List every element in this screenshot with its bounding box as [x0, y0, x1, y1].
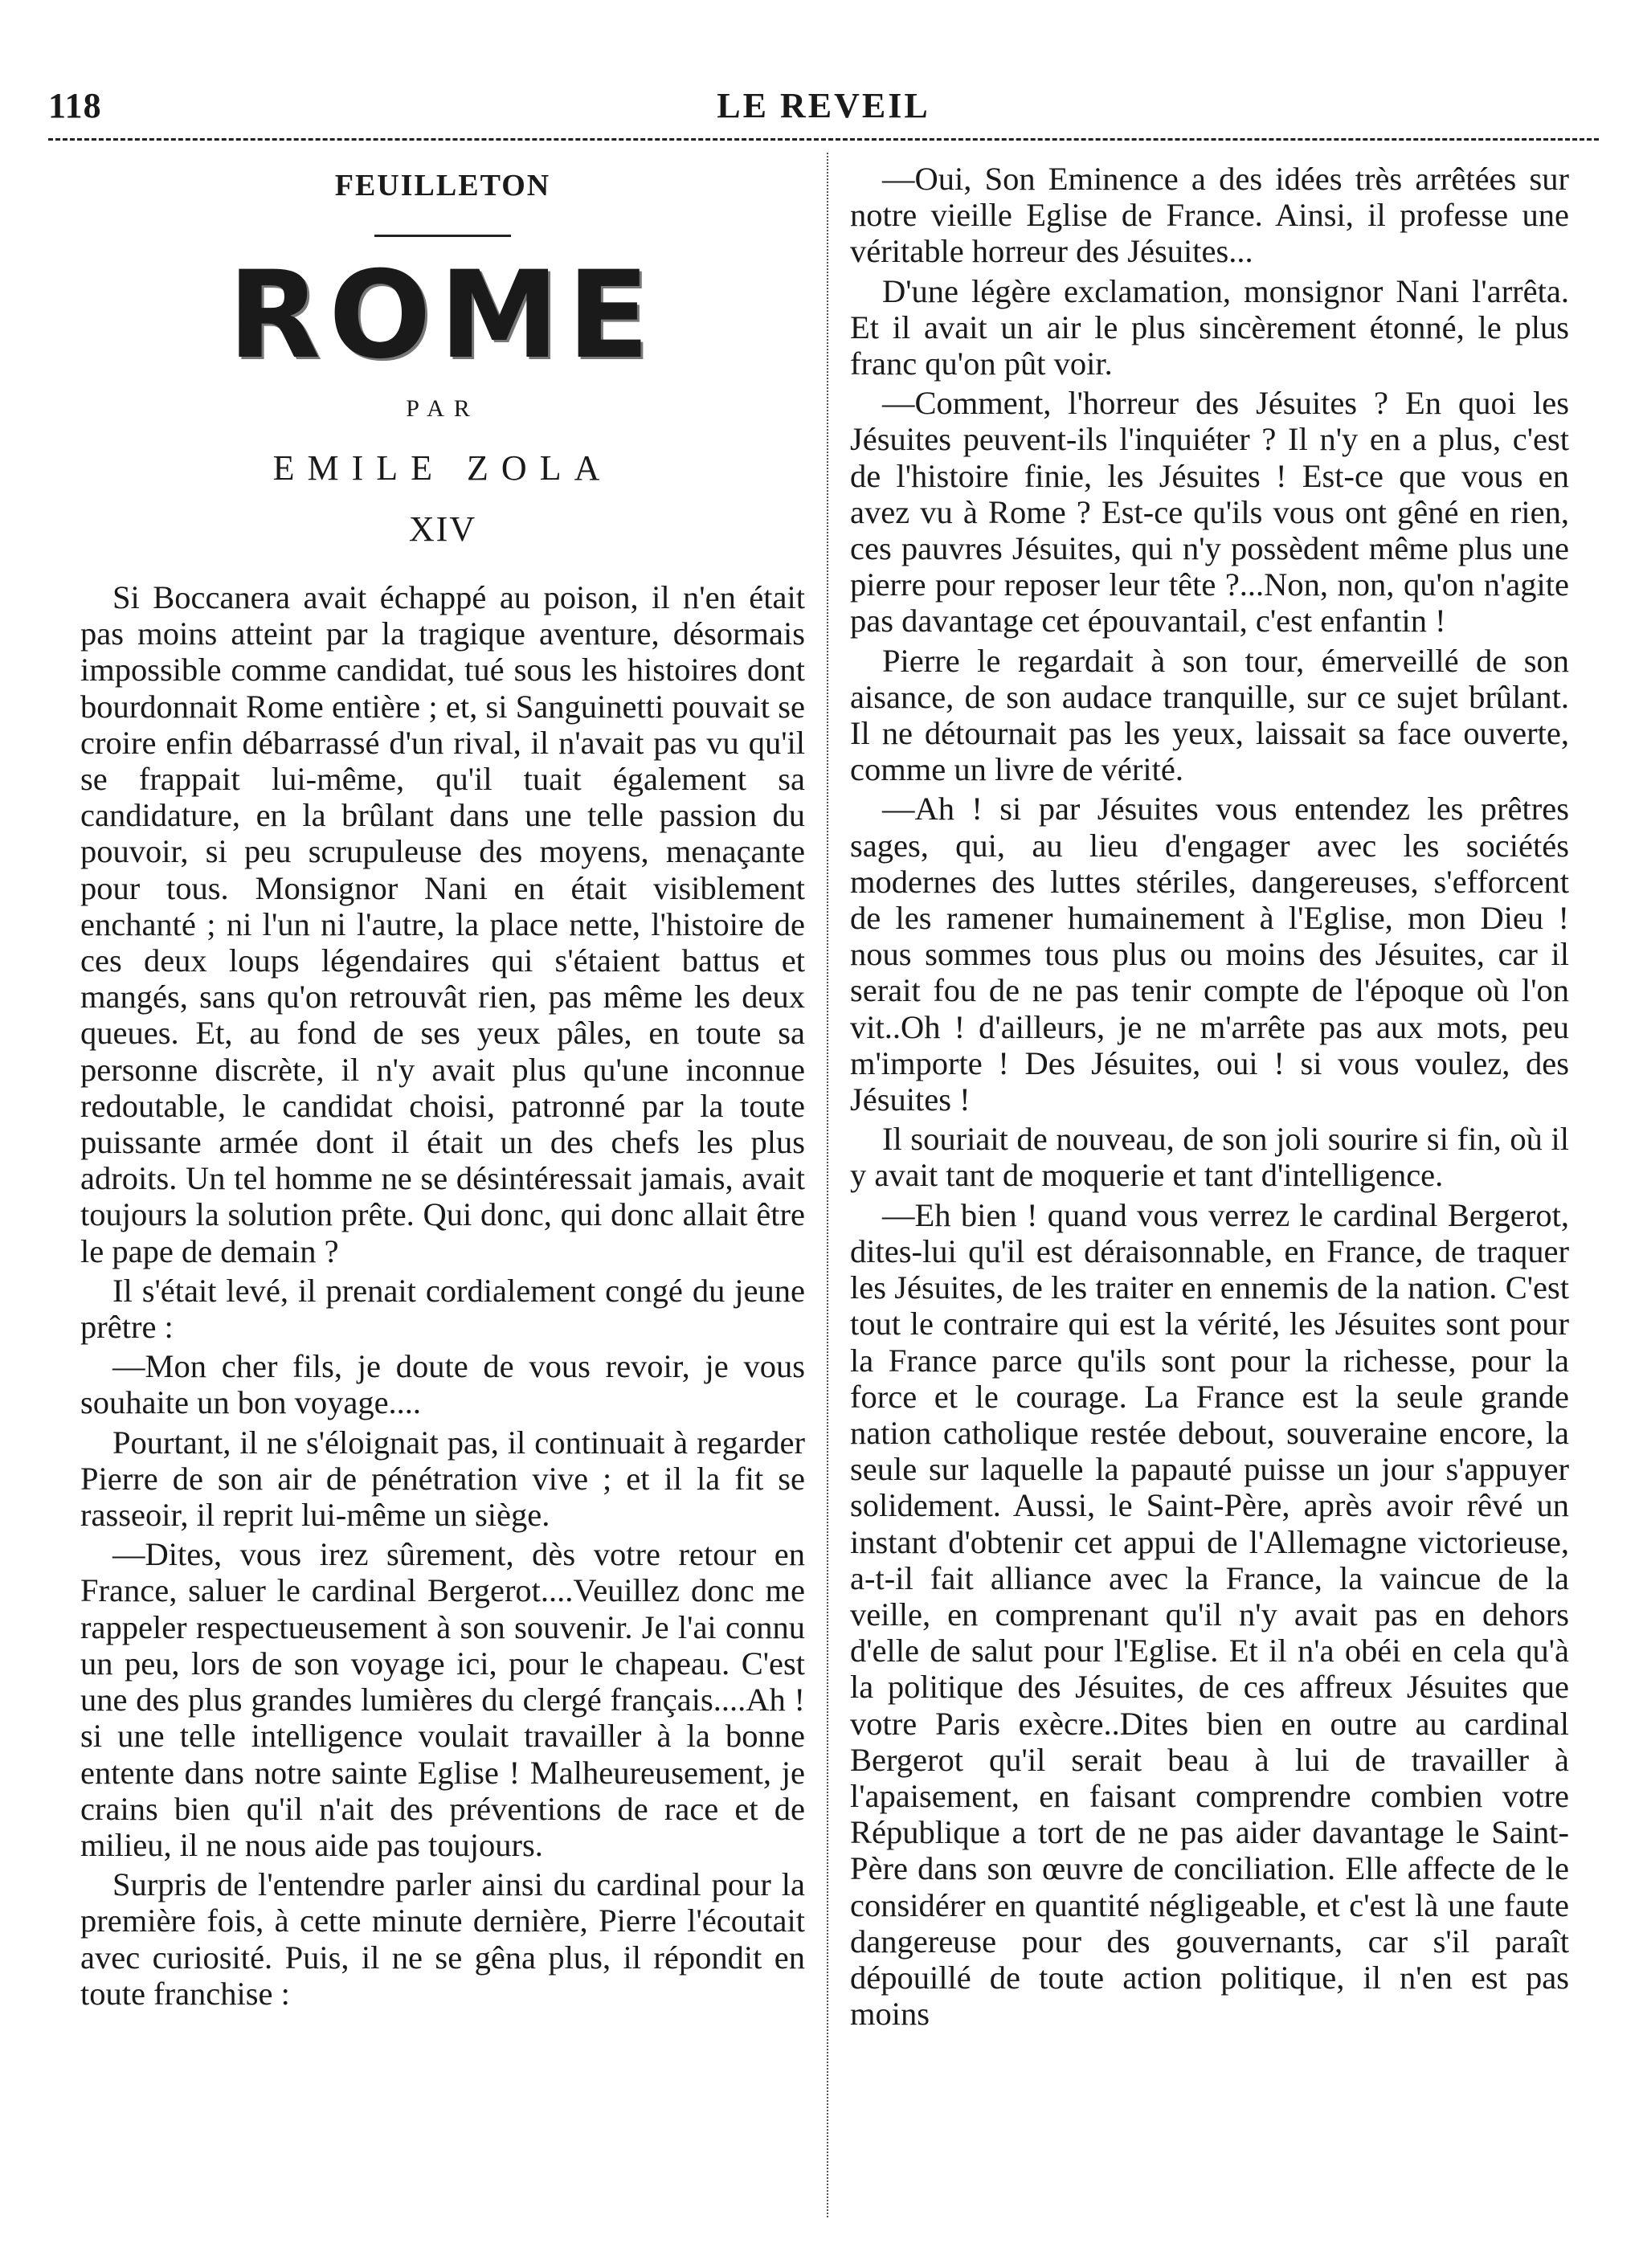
- paragraph: —Ah ! si par Jésuites vous entendez les prêtres sages, qui, au lieu d'engager avec les sociétés modernes des luttes stériles, dangereuses, s'efforcent de les ramener humainement à l'Eglise, mon Dieu ! nous sommes tous plus ou moins des Jésuites, car il serait fou de ne pas tenir compte de l'époque où l'on vit..Oh ! d'ailleurs, je ne m'arrête pas aux mots, peu m'importe ! Des Jésuites, oui ! si vous voulez, des Jésuites !: [850, 791, 1569, 1118]
- right-column: [850, 161, 1569, 2035]
- journal-title: LE REVEIL: [717, 86, 930, 125]
- paragraph: —Comment, l'horreur des Jésuites ? En quoi les Jésuites peuvent-ils l'inquiéter ? Il n'y en a plus, c'est de l'histoire finie, les Jésuites ! Est-ce que vous en avez vu à Rome ? Est-ce qu'ils vous ont gêné en rien, ces pauvres Jésuites, qui n'y possèdent même plus une pierre pour reposer leur tête ?...Non, non, qu'on n'agite pas davantage cet épouvantail, c'est enfantin !: [850, 385, 1569, 640]
- left-text-body: [80, 579, 805, 2012]
- paragraph: Pierre le regardait à son tour, émerveillé de son aisance, de son audace tranquille, sur ce sujet brûlant. Il ne détournait pas les yeux, laissait sa face ouverte, comme un livre de vérité.: [850, 642, 1569, 788]
- paragraph: —Dites, vous irez sûrement, dès votre retour en France, saluer le cardinal Bergerot....Veuillez donc me rappeler respectueusement à son souvenir. Je l'ai connu un peu, lors de son voyage ici, pour le chapeau. C'est une des plus grandes lumières du clergé français....Ah ! si une telle intelligence voulait travailler à la bonne entente dans notre sainte Eglise ! Malheureusement, je crains bien qu'il n'ait des préventions de race et de milieu, il ne nous aide pas toujours.: [80, 1536, 805, 1863]
- chapter-number: XIV: [408, 509, 477, 549]
- author-name: EMILE ZOLA: [272, 448, 613, 488]
- paragraph: D'une légère exclamation, monsignor Nani l'arrêta. Et il avait un air le plus sincèrement étonné, le plus franc qu'on pût voir.: [850, 272, 1569, 382]
- header-rule: [48, 138, 1599, 141]
- paragraph: Il souriait de nouveau, de son joli sourire si fin, où il y avait tant de moquerie et tant d'intelligence.: [850, 1121, 1569, 1194]
- section-label: FEUILLETON: [334, 169, 551, 202]
- paragraph: Pourtant, il ne s'éloignait pas, il continuait à regarder Pierre de son air de pénétration vive ; et il la fit se rasseoir, il reprit lui-même un siège.: [80, 1424, 805, 1534]
- byline-prefix: PAR: [406, 395, 480, 422]
- paragraph: Si Boccanera avait échappé au poison, il n'en était pas moins atteint par la tragique aventure, désormais impossible comme candidat, tué sous les histoires dont bourdonnait Rome entière ; et, si Sanguinetti pouvait se croire enfin débarrassé d'un rival, il n'avait pas vu qu'il se frappait lui-même, qu'il tuait également sa candidature, en la brûlant dans une telle passion du pouvoir, si peu scrupuleuse des moyens, menaçante pour tous. Monsignor Nani en était visiblement enchanté ; ni l'un ni l'autre, la place nette, l'histoire de ces deux loups légendaires qui s'étaient battus et mangés, sans qu'on retrouvât rien, pas même les deux queues. Et, au fond de ses yeux pâles, en toute sa personne discrète, il n'y avait plus qu'une inconnue redoutable, le candidat choisi, patronné par la toute puissante armée dont il était un des chefs les plus adroits. Un tel homme ne se désintéressait jamais, avait toujours la solution prête. Qui donc, qui donc allait être le pape de demain ?: [80, 579, 805, 1269]
- page-number: 118: [48, 86, 102, 125]
- column-divider: [827, 153, 828, 2217]
- paragraph: —Eh bien ! quand vous verrez le cardinal Bergerot, dites-lui qu'il est déraisonnable, en France, de traquer les Jésuites, de les traiter en ennemis de la nation. C'est tout le contraire qui est la vérité, les Jésuites sont pour la France parce qu'ils sont pour la richesse, pour la force et le courage. La France est la seule grande nation catholique restée debout, souveraine encore, la seule sur laquelle la papauté puisse un jour s'appuyer solidement. Aussi, le Saint-Père, après avoir rêvé un instant d'obtenir cet appui de l'Allemagne victorieuse, a-t-il fait alliance avec la France, la vaincue de la veille, en comprenant qu'il n'y avait pas en dehors d'elle de salut pour l'Eglise. Et il n'a obéi en cela qu'à la politique des Jésuites, de ces affreux Jésuites que votre Paris exècre..Dites bien en outre au cardinal Bergerot qu'il serait beau à lui de travailler à l'apaisement, en faisant comprendre combien votre République a tort de ne pas aider davantage le Saint-Père dans son œuvre de conciliation. Elle affecte de le considérer en quantité négligeable, et c'est là une faute dangereuse pour des gouvernants, car s'il paraît dépouillé de toute action politique, il n'en est pas moins: [850, 1196, 1569, 2033]
- paragraph: Surpris de l'entendre parler ainsi du cardinal pour la première fois, à cette minute dernière, Pierre l'écoutait avec curiosité. Puis, il ne se gêna plus, il répondit en toute franchise :: [80, 1866, 805, 2012]
- paragraph: —Oui, Son Eminence a des idées très arrêtées sur notre vieille Eglise de France. Ainsi, il professe une véritable horreur des Jésuites...: [850, 161, 1569, 270]
- page-header: [48, 69, 1599, 125]
- novel-title: ROME: [227, 246, 658, 386]
- title-rule: [374, 235, 511, 237]
- left-column: [80, 161, 805, 2015]
- paragraph: Il s'était levé, il prenait cordialement congé du jeune prêtre :: [80, 1272, 805, 1346]
- paragraph: —Mon cher fils, je doute de vous revoir, je vous souhaite un bon voyage....: [80, 1348, 805, 1421]
